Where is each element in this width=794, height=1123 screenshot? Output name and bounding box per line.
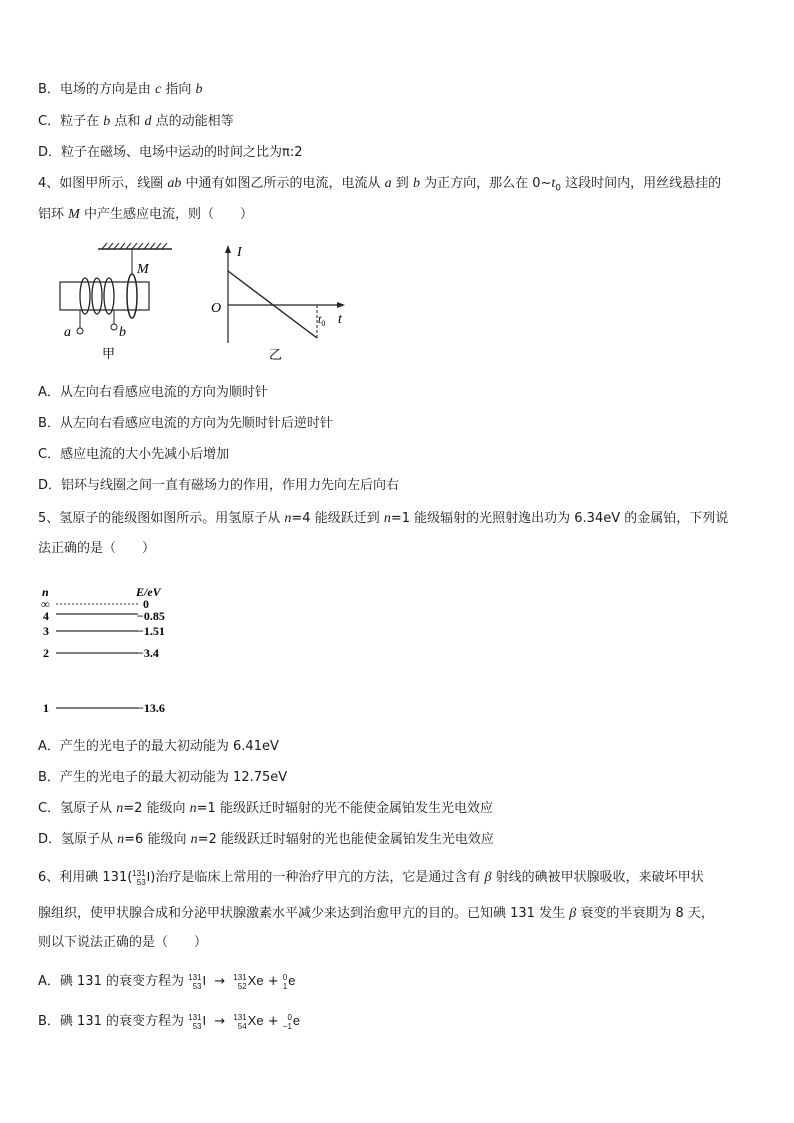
q5-option-d-post: =2 能级跃迁时辐射的光也能使金属铂发生光电效应 [197, 832, 494, 847]
arrow-icon: → [214, 973, 226, 989]
q4-stem-text: 中产生感应电流，则（ ） [79, 207, 253, 222]
axis-label-t: t [338, 312, 342, 327]
mass-number: 131 [188, 1012, 202, 1022]
origin-label: O [211, 301, 222, 316]
q6-stem-line3: 则以下说法正确的是（ ） [38, 935, 208, 950]
q5-option-c-post: =1 能级跃迁时辐射的光不能使金属铂发生光电效应 [196, 801, 493, 816]
var-t: t [551, 176, 556, 191]
var-ab: ab [167, 176, 182, 191]
var-b: b [195, 82, 203, 97]
q4-stem-text: 4、如图甲所示，线圈 [38, 176, 168, 191]
q6-stem-line2 [38, 905, 714, 923]
q6-option-b [38, 1012, 300, 1031]
e-header: E/eV [136, 585, 161, 599]
q3-option-c-post: 点的动能相等 [151, 114, 234, 129]
level-n-4: 4 [43, 609, 49, 623]
q4-stem-text: 为正方向，那么在 0~ [419, 176, 552, 191]
q4-stem-text: 中通有如图乙所示的电流，电流从 [181, 176, 385, 191]
q3-option-c-mid: 点和 [110, 114, 145, 129]
q5-option-d-text: D．氢原子从 [38, 832, 118, 847]
q5-stem-text: =1 能级辐射的光照射逸出功为 6.34eV 的金属铂，下列说 [390, 511, 729, 526]
var-n: n [284, 511, 292, 526]
atomic-number: −1 [282, 1021, 292, 1031]
var-n: n [190, 832, 198, 847]
n-header: n [42, 585, 49, 599]
level-n-inf: ∞ [41, 597, 50, 611]
element-symbol: Xe [247, 1013, 264, 1028]
q3-option-b [38, 81, 203, 99]
subscript-0: 0 [555, 183, 561, 194]
level-e-2: −3.4 [137, 646, 159, 660]
element-symbol: e [292, 1013, 301, 1028]
q4-option-b: B．从左向右看感应电流的方向为先顺时针后逆时针 [38, 416, 333, 431]
figure-yi-graph [205, 243, 350, 365]
q6-option-b-label: B．碘 131 的衰变方程为 [38, 1013, 184, 1029]
q5-stem-line1 [38, 510, 728, 528]
q6-stem-text: )治疗是临床上常用的一种治疗甲亢的方法，它是通过含有 [150, 869, 485, 885]
mass-number: 131 [233, 972, 247, 982]
var-a: a [384, 176, 392, 191]
q6-stem-line1 [38, 868, 704, 887]
var-n: n [189, 801, 197, 816]
atomic-number: 54 [237, 1021, 247, 1031]
nuclide-e [283, 1012, 300, 1031]
level-n-1: 1 [43, 701, 49, 715]
nuclide-e [283, 972, 296, 991]
mass-number: 131 [233, 1012, 247, 1022]
q3-option-b-text: B．电场的方向是由 [38, 82, 156, 97]
atomic-number: 52 [237, 981, 247, 991]
q6-option-a-label: A．碘 131 的衰变方程为 [38, 973, 184, 989]
level-e-inf: 0 [143, 597, 149, 611]
element-symbol: Xe [247, 973, 264, 988]
ring-label-m: M [137, 262, 149, 277]
t0-label: $t_0$ [318, 312, 326, 328]
atomic-number: 53 [136, 877, 146, 887]
var-beta: β [484, 869, 492, 885]
q5-option-c [38, 800, 493, 818]
q4-stem-line2 [38, 206, 253, 224]
q4-option-d: D．铝环与线圈之间一直有磁场力的作用，作用力先向左后向右 [38, 478, 400, 493]
q3-option-c-text: C．粒子在 [38, 114, 104, 129]
mass-number: 0 [282, 972, 288, 982]
level-e-3: −1.51 [137, 624, 165, 638]
axis-label-i: I [237, 245, 242, 260]
q6-stem-text: 射线的碘被甲状腺吸收，来破坏甲状 [491, 869, 704, 885]
var-b: b [103, 114, 111, 129]
atomic-number: 1 [282, 981, 288, 991]
q5-stem-text: 5、氢原子的能级图如图所示。用氢原子从 [38, 511, 285, 526]
q4-stem-line1 [38, 175, 721, 198]
element-symbol: I [202, 973, 207, 988]
figure-jia-caption: 甲 [102, 347, 116, 362]
q5-option-d [38, 831, 494, 849]
var-n: n [383, 511, 391, 526]
plus-sign: + [267, 1013, 279, 1029]
q5-option-b: B．产生的光电子的最大初动能为 12.75eV [38, 770, 288, 785]
arrow-icon: → [214, 1013, 226, 1029]
q4-stem-text: 铝环 [38, 207, 69, 222]
var-b: b [412, 176, 420, 191]
element-symbol: I [202, 1013, 207, 1028]
q5-option-c-text: C．氢原子从 [38, 801, 117, 816]
q6-stem-text: 腺组织，使甲状腺合成和分泌甲状腺激素水平减少来达到治愈甲亢的目的。已知碘 131 发生 [38, 906, 570, 921]
mass-number: 131 [188, 972, 202, 982]
energy-level-diagram [36, 582, 196, 718]
q5-stem-text: =4 能级跃迁到 [291, 511, 384, 526]
level-e-1: −13.6 [137, 701, 165, 715]
var-beta: β [569, 906, 577, 921]
level-n-3: 3 [43, 624, 49, 638]
q4-stem-text: 到 [391, 176, 413, 191]
atomic-number: 53 [192, 981, 202, 991]
q5-option-c-mid: =2 能级向 [123, 801, 190, 816]
q4-stem-text: 这段时间内，用丝线悬挂的 [561, 176, 722, 191]
terminal-a-label: a [64, 325, 71, 340]
q5-stem-line2: 法正确的是（ ） [38, 541, 156, 556]
q4-option-c: C．感应电流的大小先减小后增加 [38, 447, 230, 462]
q3-option-d: D．粒子在磁场、电场中运动的时间之比为π:2 [38, 145, 303, 160]
element-symbol: e [288, 973, 296, 988]
level-n-2: 2 [43, 646, 49, 660]
var-n: n [116, 801, 124, 816]
var-d: d [144, 114, 152, 129]
figure-yi-caption: 乙 [269, 348, 283, 363]
nuclide-xe [233, 1012, 263, 1031]
atomic-number: 53 [192, 1021, 202, 1031]
var-m: M [68, 207, 80, 222]
figure-jia-coil [50, 240, 190, 365]
q5-option-a: A．产生的光电子的最大初动能为 6.41eV [38, 739, 279, 754]
iodine-nuclide [132, 868, 150, 887]
nuclide-xe [233, 972, 263, 991]
var-n: n [117, 832, 125, 847]
plus-sign: + [267, 973, 279, 989]
q4-option-a: A．从左向右看感应电流的方向为顺时针 [38, 385, 268, 400]
level-e-4: −0.85 [137, 609, 165, 623]
nuclide-i [188, 972, 206, 991]
mass-number: 0 [287, 1012, 292, 1022]
var-c: c [155, 82, 162, 97]
nuclide-i [188, 1012, 206, 1031]
q6-option-a [38, 972, 295, 991]
mass-number: 131 [132, 868, 146, 878]
q3-option-b-mid: 指向 [161, 82, 196, 97]
element-symbol: I [146, 869, 151, 884]
q6-stem-text: 6、利用碘 131( [38, 869, 133, 885]
q3-option-c [38, 113, 234, 131]
terminal-b-label: b [119, 325, 126, 340]
q6-stem-text: 衰变的半衰期为 8 天， [576, 906, 714, 921]
q5-option-d-mid: =6 能级向 [124, 832, 191, 847]
